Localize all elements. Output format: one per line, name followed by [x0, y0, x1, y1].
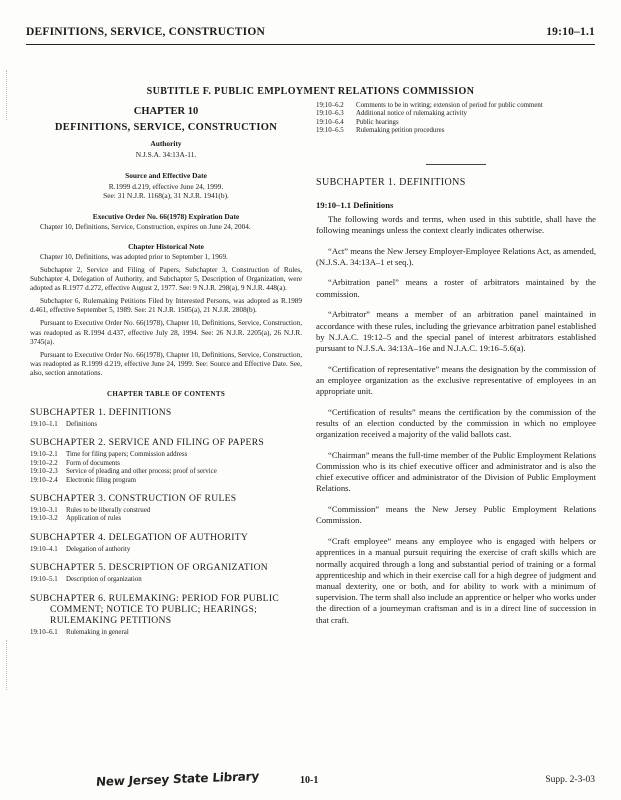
definition-paragraph: “Commission” means the New Jersey Public Employment Relations Commission. [316, 504, 596, 526]
eo-heading: Executive Order No. 66(1978) Expiration Date [92, 211, 240, 221]
running-head-section: 19:10–1.1 [546, 26, 595, 38]
toc-item[interactable]: 19:10–2.1 Time for filing papers; Commission address [30, 451, 188, 459]
definition-paragraph: “Certification of representative” means the designation by the commission of an employee organization as the exclusive representative of employees in an appropriate unit. [316, 363, 596, 397]
page-number: 10-1 [300, 775, 319, 786]
definition-paragraph: “Craft employee” means any employee who is engaged with helpers or apprentices in a manual pursuit requiring the exercise of craft skills which are normally acquired through a long and substantial period of training or a formal apprenticeship and which in their exercise call for a high degree of judgment and manual dexterity, one or both, and for ability to work with a minimum of supervision. The term shall also include an apprentice or helper who works under the direction of a journeyman craftsman and is in a direct line of succession in that craft. [316, 536, 596, 625]
toc-item[interactable]: 19:10–2.3 Service of pleading and other process; proof of service [30, 468, 217, 476]
library-stamp: New Jersey State Library [95, 769, 260, 789]
toc-subchapter-title: SUBCHAPTER 6. RULEMAKING: PERIOD FOR PUBLIC COMMENT; NOTICE TO PUBLIC; HEARINGS; RULEMAKING PETITIONS [30, 592, 280, 626]
section-divider [426, 164, 486, 165]
toc-subchapter-title: SUBCHAPTER 4. DELEGATION OF AUTHORITY [30, 531, 249, 543]
history-paragraph: Subchapter 6, Rulemaking Petitions Filed by Interested Persons, was adopted as R.1989 d.461, effective September 5, 1989. See: 21 N.J.R. 1505(a), 21 N.J.R. 2808(b). [30, 297, 302, 315]
toc-item[interactable]: 19:10–1.1 Definitions [30, 421, 98, 428]
toc-subchapter [30, 593, 302, 637]
toc-item[interactable]: 19:10–2.2 Form of documents [30, 459, 120, 467]
toc-item[interactable]: 19:10–5.1 Description of organization [30, 576, 142, 584]
definition-paragraph: The following words and terms, when used in this subtitle, shall have the following meanings unless the context clearly indicates otherwise. [316, 213, 596, 235]
toc-item[interactable]: 19:10–6.3 Additional notice of rulemaking activity [316, 110, 467, 118]
definition-paragraph: “Arbitration panel” means a roster of arbitrators maintained by the commission. [316, 277, 596, 299]
header-rule [26, 44, 595, 45]
subchapter-heading: SUBCHAPTER 1. DEFINITIONS [316, 176, 466, 188]
toc-subchapter [30, 493, 302, 524]
running-head [26, 26, 595, 38]
definition-paragraph: “Act” means the New Jersey Employer-Employee Relations Act, as amended, (N.J.S.A. 34:13A–1 et seq.). [316, 245, 596, 267]
toc-item[interactable]: 19:10–3.1 Rules to be liberally construed [30, 507, 151, 515]
right-column [316, 102, 596, 635]
toc-subchapter [30, 562, 302, 584]
left-column [30, 102, 302, 645]
source-heading: Source and Effective Date [125, 170, 207, 180]
toc-heading: CHAPTER TABLE OF CONTENTS [106, 390, 226, 398]
history-paragraph: Subchapter 2, Service and Filing of Papers, Subchapter 3, Construction of Rules, Subchapter 4, Delegation of Authority, and Subchapter 5, Description of Organization, were adopted as R.1977 d.272, effective August 2, 1977. See: 9 N.J.R. 298(a), 9 N.J.R. 448(a). [30, 265, 302, 293]
toc-item[interactable]: 19:10–6.1 Rulemaking in general [30, 628, 129, 636]
toc-subchapter [30, 407, 302, 429]
eo-text: Chapter 10, Definitions, Service, Construction, expires on June 24, 2004. [40, 222, 251, 231]
history-paragraph: Pursuant to Executive Order No. 66(1978), Chapter 10, Definitions, Service, Construction, was readopted as R.1999 d.219, effective June 24, 1999. See: Source and Effective Date. See, also, section annotations. [30, 350, 302, 377]
definition-paragraph: “Certification of results” means the certification by the commission of the results of an election conducted by the commission in which no employee organization received a majority of the valid ballots cast. [316, 406, 596, 440]
toc-subchapter-title: SUBCHAPTER 1. DEFINITIONS [30, 407, 172, 418]
toc-subchapter-title: SUBCHAPTER 5. DESCRIPTION OF ORGANIZATION [30, 562, 269, 574]
subtitle-heading: SUBTITLE F. PUBLIC EMPLOYMENT RELATIONS COMMISSION [146, 86, 475, 97]
history-paragraph: Pursuant to Executive Order No. 66(1978), Chapter 10, Definitions, Service, Construction, was readopted as R.1994 d.437, effective July 28, 1994. See: 26 N.J.R. 2205(a), 26 N.J.R. 3745(a). [30, 319, 302, 346]
toc-item[interactable]: 19:10–6.4 Public hearings [316, 118, 399, 126]
chapter-title: DEFINITIONS, SERVICE, CONSTRUCTION [54, 122, 278, 133]
toc-item[interactable]: 19:10–6.2 Comments to be in writing; extension of period for public comment [316, 102, 543, 109]
page-footer [0, 770, 621, 794]
binder-hole-mark [6, 640, 7, 690]
authority-heading: Authority [150, 139, 182, 148]
section-heading: 19:10–1.1 Definitions [316, 199, 394, 210]
history-paragraph: Chapter 10, Definitions, was adopted prior to September 1, 1969. [40, 252, 228, 261]
toc-item[interactable]: 19:10–4.1 Delegation of authority [30, 545, 131, 553]
toc-item[interactable]: 19:10–3.2 Application of rules [30, 515, 122, 523]
toc-subchapter [30, 437, 302, 485]
definition-paragraph: “Arbitrator” means a member of an arbitration panel maintained in accordance with these rules, including the grievance arbitration panel established by N.J.A.C. 19:12–5 and the special panel of interest arbitrators established pursuant to N.J.S.A. 34:13A–16e and N.J.A.C. 19:16–5.6(a). [316, 309, 596, 353]
history-heading: Chapter Historical Note [128, 241, 204, 251]
toc-subchapter-title: SUBCHAPTER 2. SERVICE AND FILING OF PAPERS [30, 437, 265, 449]
toc-subchapter-title: SUBCHAPTER 3. CONSTRUCTION OF RULES [30, 493, 237, 505]
authority-text: N.J.S.A. 34:13A-11. [135, 150, 197, 159]
toc-subchapter [30, 532, 302, 554]
chapter-label: CHAPTER 10 [133, 106, 199, 117]
running-head-title: DEFINITIONS, SERVICE, CONSTRUCTION [26, 26, 266, 38]
source-line: R.1999 d.219, effective June 24, 1999. [108, 181, 224, 191]
supplement-date: Supp. 2-3-03 [545, 775, 595, 785]
definition-paragraph: “Chairman” means the full-time member of the Public Employment Relations Commission who is its chief executive officer and administrator and is also the chief executive officer and administrator of the Division of Public Employment Relations. [316, 449, 597, 494]
source-line: See: 31 N.J.R. 1168(a), 31 N.J.R. 1941(b). [103, 191, 229, 201]
toc-item[interactable]: 19:10–6.5 Rulemaking petition procedures [316, 127, 445, 135]
toc-item[interactable]: 19:10–2.4 Electronic filing program [30, 476, 137, 484]
